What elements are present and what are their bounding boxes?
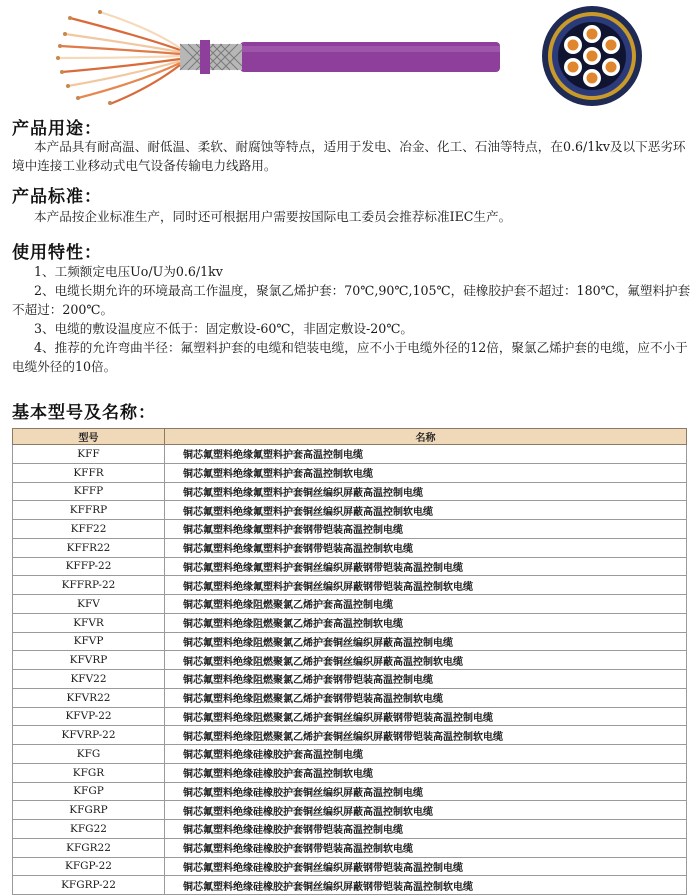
table-row [13, 557, 687, 576]
model-cell: KFF [13, 445, 165, 464]
models-table [12, 428, 687, 895]
table-row [13, 520, 687, 539]
model-cell: KFF22 [13, 520, 165, 539]
table-row [13, 538, 687, 557]
model-cell: KFGR22 [13, 838, 165, 857]
feature-item: 1、工频额定电压Uo/U为0.6/1kv [34, 264, 223, 279]
table-row [13, 763, 687, 782]
table-row [13, 707, 687, 726]
name-cell: 铜芯氟塑料绝缘硅橡胶护套铜丝编织屏蔽钢带铠装高温控制电缆 [165, 857, 687, 876]
name-cell: 铜芯氟塑料绝缘阻燃聚氯乙烯护套铜丝编织屏蔽高温控制软电缆 [165, 651, 687, 670]
table-row [13, 857, 687, 876]
model-cell: KFFP [13, 482, 165, 501]
name-cell: 铜芯氟塑料绝缘氟塑料护套铜丝编织屏蔽高温控制电缆 [165, 482, 687, 501]
table-row [13, 820, 687, 839]
features-heading: 使用特性： [12, 243, 102, 263]
name-cell: 铜芯氟塑料绝缘阻燃聚氯乙烯护套铜丝编织屏蔽钢带铠装高温控制软电缆 [165, 726, 687, 745]
name-cell: 铜芯氟塑料绝缘硅橡胶护套铜丝编织屏蔽高温控制电缆 [165, 782, 687, 801]
table-row [13, 632, 687, 651]
models-heading: 基本型号及名称： [12, 403, 156, 423]
name-cell: 铜芯氟塑料绝缘氟塑料护套高温控制电缆 [165, 445, 687, 464]
model-cell: KFGRP [13, 801, 165, 820]
name-cell: 铜芯氟塑料绝缘阻燃聚氯乙烯护套高温控制软电缆 [165, 613, 687, 632]
model-cell: KFVR [13, 613, 165, 632]
column-header-model: 型号 [13, 429, 165, 445]
name-cell: 铜芯氟塑料绝缘硅橡胶护套钢带铠装高温控制软电缆 [165, 838, 687, 857]
name-cell: 铜芯氟塑料绝缘氟塑料护套高温控制软电缆 [165, 463, 687, 482]
model-cell: KFFR22 [13, 538, 165, 557]
table-row [13, 745, 687, 764]
table-row [13, 688, 687, 707]
table-row [13, 463, 687, 482]
model-cell: KFG22 [13, 820, 165, 839]
name-cell: 铜芯氟塑料绝缘阻燃聚氯乙烯护套钢带铠装高温控制软电缆 [165, 688, 687, 707]
model-cell: KFVP-22 [13, 707, 165, 726]
usage-heading: 产品用途： [12, 119, 102, 139]
name-cell: 铜芯氟塑料绝缘阻燃聚氯乙烯护套铜丝编织屏蔽钢带铠装高温控制电缆 [165, 707, 687, 726]
table-row [13, 595, 687, 614]
name-cell: 铜芯氟塑料绝缘氟塑料护套钢带铠装高温控制软电缆 [165, 538, 687, 557]
name-cell: 铜芯氟塑料绝缘阻燃聚氯乙烯护套高温控制电缆 [165, 595, 687, 614]
product-image-area [0, 0, 700, 108]
table-row [13, 445, 687, 464]
table-row [13, 782, 687, 801]
name-cell: 铜芯氟塑料绝缘氟塑料护套铜丝编织屏蔽高温控制软电缆 [165, 501, 687, 520]
cable-cross-section [538, 4, 646, 108]
model-cell: KFFR [13, 463, 165, 482]
table-row [13, 576, 687, 595]
model-cell: KFGP-22 [13, 857, 165, 876]
standard-text: 本产品按企业标准生产，同时还可根据用户需要按国际电工委员会推荐标准IEC生产。 [34, 209, 512, 224]
name-cell: 铜芯氟塑料绝缘硅橡胶护套铜丝编织屏蔽钢带铠装高温控制软电缆 [165, 876, 687, 895]
column-header-name: 名称 [165, 429, 687, 445]
model-cell: KFV22 [13, 670, 165, 689]
name-cell: 铜芯氟塑料绝缘氟塑料护套铜丝编织屏蔽钢带铠装高温控制软电缆 [165, 576, 687, 595]
table-row [13, 726, 687, 745]
model-cell: KFV [13, 595, 165, 614]
table-row [13, 501, 687, 520]
model-cell: KFGR [13, 763, 165, 782]
model-cell: KFGRP-22 [13, 876, 165, 895]
model-cell: KFG [13, 745, 165, 764]
model-cell: KFVR22 [13, 688, 165, 707]
model-cell: KFVP [13, 632, 165, 651]
table-row [13, 801, 687, 820]
name-cell: 铜芯氟塑料绝缘硅橡胶护套铜丝编织屏蔽高温控制软电缆 [165, 801, 687, 820]
model-cell: KFVRP [13, 651, 165, 670]
feature-item: 2、电缆长期允许的环境最高工作温度，聚氯乙烯护套：70℃,90℃,105℃，硅橡胶护套不超过：180℃，氟塑料护套不超过：200℃。 [12, 283, 691, 317]
model-cell: KFGP [13, 782, 165, 801]
model-cell: KFFRP-22 [13, 576, 165, 595]
feature-item: 3、电缆的敷设温度应不低于：固定敷设-60℃，非固定敷设-20℃。 [34, 321, 413, 336]
name-cell: 铜芯氟塑料绝缘硅橡胶护套高温控制软电缆 [165, 763, 687, 782]
name-cell: 铜芯氟塑料绝缘氟塑料护套钢带铠装高温控制电缆 [165, 520, 687, 539]
cable-photo [30, 6, 500, 106]
name-cell: 铜芯氟塑料绝缘氟塑料护套铜丝编织屏蔽钢带铠装高温控制电缆 [165, 557, 687, 576]
table-row [13, 613, 687, 632]
table-row [13, 876, 687, 895]
name-cell: 铜芯氟塑料绝缘硅橡胶护套高温控制电缆 [165, 745, 687, 764]
model-cell: KFFP-22 [13, 557, 165, 576]
feature-item: 4、推荐的允许弯曲半径：氟塑料护套的电缆和铠装电缆，应不小于电缆外径的12倍，聚氯乙烯护套的电缆，应不小于电缆外径的10倍。 [12, 340, 688, 374]
name-cell: 铜芯氟塑料绝缘阻燃聚氯乙烯护套钢带铠装高温控制电缆 [165, 670, 687, 689]
table-row [13, 670, 687, 689]
table-body [13, 445, 687, 895]
model-cell: KFFRP [13, 501, 165, 520]
features-list [12, 262, 692, 376]
table-header-row [13, 429, 687, 445]
usage-text: 本产品具有耐高温、耐低温、柔软、耐腐蚀等特点，适用于发电、冶金、化工、石油等特点，在0.6/1kv及以下恶劣环境中连接工业移动式电气设备传输电力线路用。 [12, 139, 686, 173]
table-row [13, 482, 687, 501]
standard-heading: 产品标准： [12, 187, 102, 207]
model-cell: KFVRP-22 [13, 726, 165, 745]
table-row [13, 651, 687, 670]
table-row [13, 838, 687, 857]
name-cell: 铜芯氟塑料绝缘硅橡胶护套钢带铠装高温控制电缆 [165, 820, 687, 839]
name-cell: 铜芯氟塑料绝缘阻燃聚氯乙烯护套铜丝编织屏蔽高温控制电缆 [165, 632, 687, 651]
